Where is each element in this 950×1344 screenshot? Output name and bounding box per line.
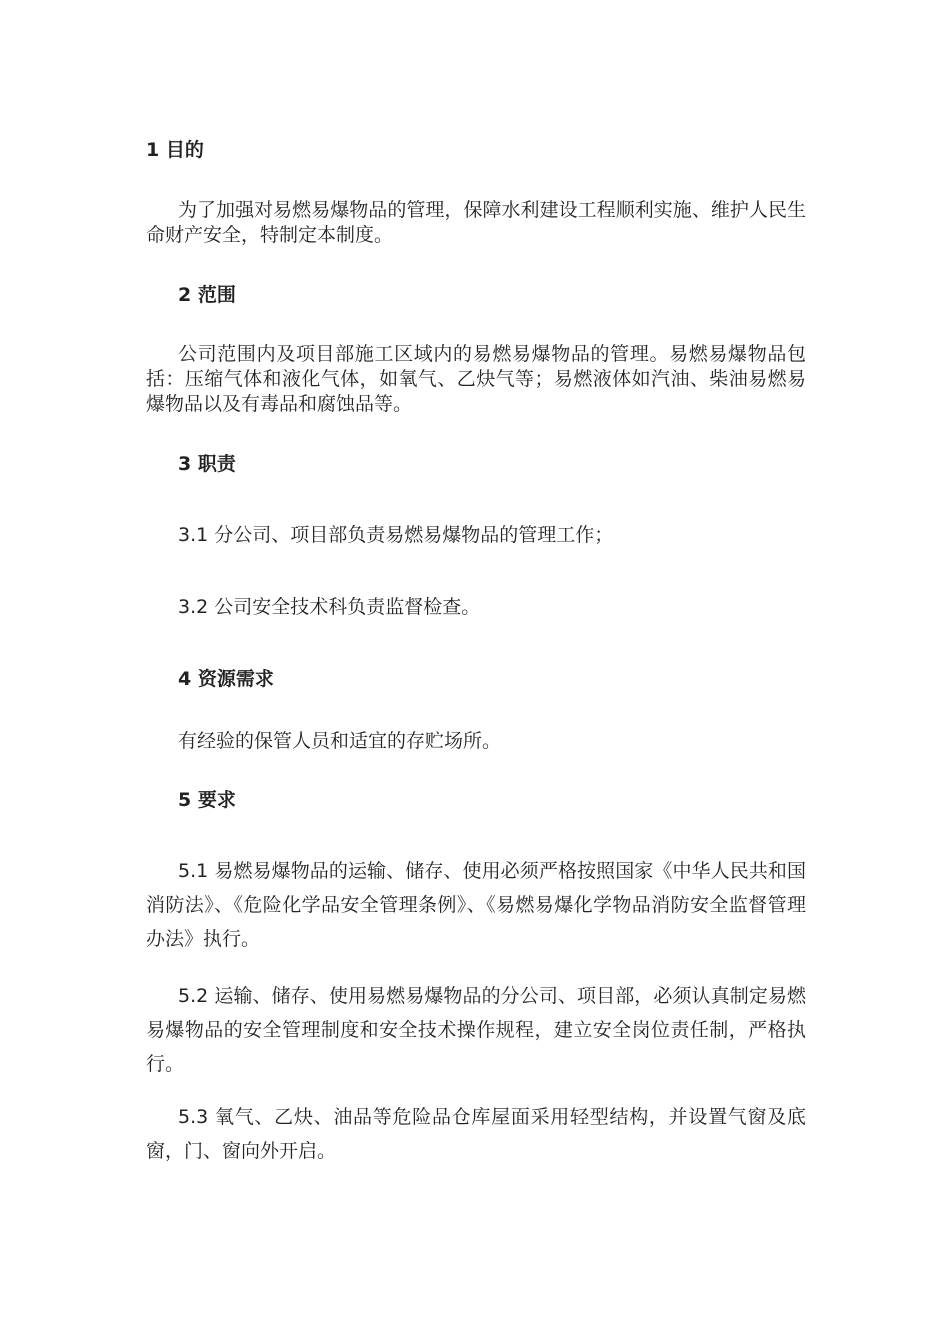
section-4-body: 有经验的保管人员和适宜的存贮场所。 xyxy=(178,730,502,752)
item-text: 易燃易爆物品的运输、储存、使用必须严格按照国家《中华人民共和国消防法》、《危险化学品安全管理条例》、《易燃易爆化学物品消防安全监督管理办法》执行。 xyxy=(146,860,806,950)
item-number: 5.1 xyxy=(178,860,209,882)
item-number: 3.2 xyxy=(178,596,209,618)
section-2-heading: 2 范围 xyxy=(178,284,236,306)
section-1-body: 为了加强对易燃易爆物品的管理，保障水利建设工程顺利实施、维护人民生命财产安全，特制定本制度。 xyxy=(146,199,806,246)
section-3-item-2 xyxy=(178,595,480,620)
section-5-heading: 5 要求 xyxy=(178,789,236,811)
item-text: 氧气、乙炔、油品等危险品仓库屋面采用轻型结构，并设置气窗及底窗，门、窗向外开启。 xyxy=(146,1106,806,1162)
item-text: 运输、储存、使用易燃易爆物品的分公司、项目部，必须认真制定易燃易爆物品的安全管理制度和安全技术操作规程，建立安全岗位责任制，严格执行。 xyxy=(146,985,806,1075)
section-4-heading: 4 资源需求 xyxy=(178,668,274,690)
section-2-body: 公司范围内及项目部施工区域内的易燃易爆物品的管理。易燃易爆物品包括：压缩气体和液化气体，如氧气、乙炔气等；易燃液体如汽油、柴油易燃易爆物品以及有毒品和腐蚀品等。 xyxy=(146,343,806,415)
item-text: 公司安全技术科负责监督检查。 xyxy=(214,596,481,618)
item-number: 3.1 xyxy=(178,524,209,546)
item-text: 分公司、项目部负责易燃易爆物品的管理工作； xyxy=(214,524,614,546)
section-5-item-2 xyxy=(146,979,806,1081)
section-5-item-3 xyxy=(146,1100,806,1168)
section-3-heading: 3 职责 xyxy=(178,453,236,475)
section-3-item-1 xyxy=(178,523,613,548)
section-1-heading: 1 目的 xyxy=(146,139,204,161)
section-5-item-1 xyxy=(146,854,806,956)
item-number: 5.3 xyxy=(178,1106,209,1128)
item-number: 5.2 xyxy=(178,985,209,1007)
